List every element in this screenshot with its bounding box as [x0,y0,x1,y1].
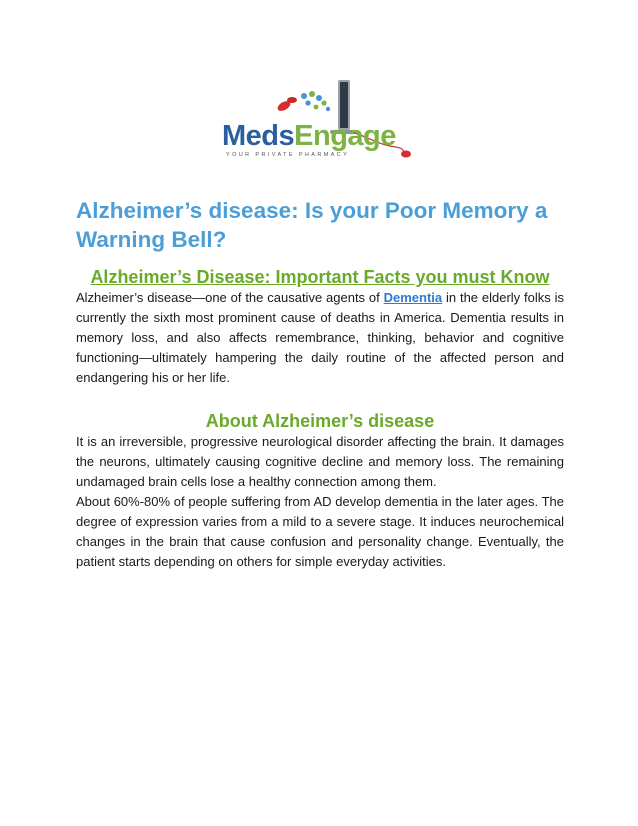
intro-paragraph [76,288,564,388]
logo-tagline: YOUR PRIVATE PHARMACY [226,152,350,158]
paragraph-2: It is an irreversible, progressive neurological disorder affecting the brain. It damages the neurons, ultimately causing cognitive decline and memory loss. The remaining undamaged brain cells lose a healthy connection among them. [76,434,564,489]
logo-brand-part2: Engage [294,120,396,152]
intro-text-after: in the elderly folks is currently the sixth most prominent cause of deaths in America. Dementia results in memory loss, and also affects remembrance, thinking, behavior and cognitive functioning—ultimately hampering the daily routine of the affected person and endangering his or her life. [76,290,565,385]
paragraph-3: About 60%-80% of people suffering from AD develop dementia in the later ages. The degree of expression varies from a mild to a severe stage. It induces neurochemical changes in the brain that cause confusion and personality change. Eventually, the patient starts depending on others for simple everyday activities. [76,494,564,569]
logo-brand-part1: Meds [222,120,295,152]
article-subtitle: Alzheimer’s Disease: Important Facts you must Know [90,267,550,287]
dementia-link[interactable]: Dementia [383,290,443,305]
intro-text-before: Alzheimer’s disease—one of the causative agents of [76,290,384,305]
logo-wordmark [222,121,396,151]
mouse-icon [401,151,411,158]
article-content [76,196,564,572]
meds-engage-logo [220,72,420,164]
section-heading: About Alzheimer’s disease [205,411,435,431]
article-title: Alzheimer’s disease: Is your Poor Memory a Warning Bell? [76,198,548,252]
